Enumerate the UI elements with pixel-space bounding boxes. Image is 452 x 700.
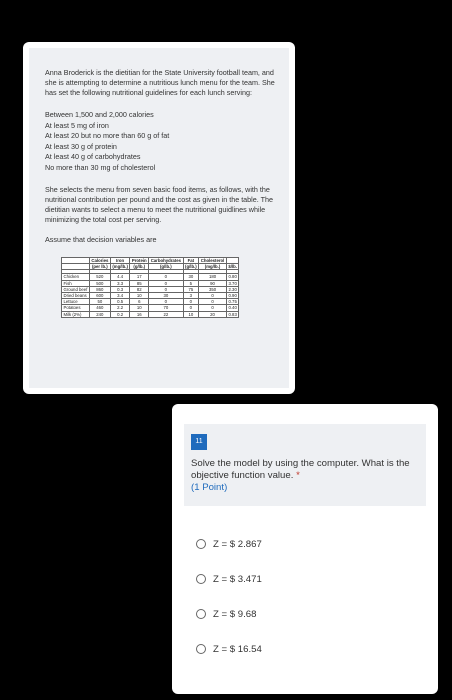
food-item-name: Potatoes (62, 305, 90, 311)
table-cell: 0.40 (226, 305, 239, 311)
table-cell: 10 (130, 293, 149, 299)
answer-option[interactable] (196, 536, 426, 552)
table-header-cell: (g/lb.) (130, 264, 149, 270)
table-cell: 6 (130, 299, 149, 305)
answer-options (184, 536, 426, 657)
table-body (62, 270, 239, 317)
table-cell: 75 (183, 286, 199, 292)
table-cell: 0 (199, 305, 227, 311)
table-cell: 5 (183, 280, 199, 286)
problem-card (23, 42, 295, 394)
table-cell: 0 (149, 274, 183, 280)
answer-option-label: Z = $ 16.54 (213, 643, 262, 655)
table-header-cell: Protein (131, 258, 147, 263)
table-header-cell: Fat (183, 258, 199, 264)
table-cell: 3.4 (110, 293, 130, 299)
nutrition-table (61, 257, 239, 318)
table-cell: 0 (149, 299, 183, 305)
table-header-cell: (mg/lb.) (112, 264, 128, 270)
radio-button[interactable] (196, 539, 206, 549)
table-cell: 600 (89, 293, 110, 299)
table-cell: 22 (149, 311, 183, 317)
table-cell: 520 (89, 274, 110, 280)
table-cell: 0 (183, 299, 199, 305)
table-cell: 50 (89, 299, 110, 305)
table-cell: 10 (130, 305, 149, 311)
table-cell: 10 (183, 311, 199, 317)
table-cell: 350 (199, 286, 227, 292)
answer-option[interactable] (196, 606, 426, 622)
table-header-cell: (g/lb.) (185, 264, 197, 270)
answer-option-label: Z = $ 2.867 (213, 538, 262, 550)
guideline: At least 20 but no more than 60 g of fat (45, 131, 170, 140)
table-cell: 2.2 (110, 305, 130, 311)
radio-button[interactable] (196, 609, 206, 619)
table-cell: 460 (89, 305, 110, 311)
guideline: No more than 30 mg of cholesterol (45, 162, 156, 172)
table-cell: 3.70 (226, 280, 239, 286)
table-cell: 0.80 (226, 274, 239, 280)
table-cell: 30 (183, 274, 199, 280)
table-cell: 0 (149, 286, 183, 292)
answer-option[interactable] (196, 571, 426, 587)
table-cell: 20 (199, 311, 227, 317)
problem-content (29, 48, 289, 388)
table-cell: 0 (199, 293, 227, 299)
table-cell: 0.90 (226, 293, 239, 299)
table-cell: 0 (183, 305, 199, 311)
table-header-cell: Iron (110, 258, 130, 264)
guideline: At least 40 g of carbohydrates (45, 152, 141, 161)
guideline: At least 30 g of protein (45, 141, 117, 151)
food-item-name: Lettuce (62, 299, 90, 305)
required-asterisk: * (296, 470, 300, 481)
table-header-cell: (per lb.) (89, 264, 110, 270)
table-cell: 30 (149, 293, 183, 299)
problem-intro: Anna Broderick is the dietitian for the State University football team, and she is attempting to determine a nutritious lunch menu for the team. She has set the following nutritional guidelines for each lunch serving: (45, 68, 275, 97)
question-header (184, 424, 426, 506)
table-cell: 860 (89, 286, 110, 292)
problem-description: She selects the menu from seven basic food items, as follows, with the nutritional contribution per pound and the cost as given in the table. The dietitian wants to select a menu to meet the nutritional guidlines while minimizing the total cost per serving. (45, 185, 274, 224)
table-cell: 500 (89, 280, 110, 286)
table-cell: 180 (199, 274, 227, 280)
table-cell: 17 (130, 274, 149, 280)
question-number-badge: 11 (191, 434, 207, 450)
table-row (62, 311, 239, 317)
radio-button[interactable] (196, 574, 206, 584)
table-cell: 0.5 (110, 299, 130, 305)
table-cell: 85 (130, 280, 149, 286)
guideline: At least 5 mg of iron (45, 120, 109, 130)
table-cell: 0.3 (110, 286, 130, 292)
table-cell: 0 (199, 299, 227, 305)
table-cell: 16 (130, 311, 149, 317)
table-cell: 0.2 (110, 311, 130, 317)
table-cell: 70 (149, 305, 183, 311)
table-header-cell: (mg/lb.) (199, 264, 227, 270)
table-cell: 0.75 (226, 299, 239, 305)
table-cell: 4.4 (110, 274, 130, 280)
question-points: (1 Point) (191, 482, 228, 493)
food-item-name: Milk (2%) (62, 311, 90, 317)
question-text (191, 458, 419, 482)
table-header-cell: Calories (91, 258, 109, 263)
table-cell: 240 (89, 311, 110, 317)
question-card (172, 404, 438, 694)
table-header-cell: Carbohydrates (150, 258, 182, 263)
table-header-cell: Cholesterol (200, 258, 225, 263)
food-item-name: Chicken (62, 274, 90, 280)
table-cell: 0.83 (226, 311, 239, 317)
answer-option-label: Z = $ 3.471 (213, 573, 262, 585)
table-cell: 3.3 (110, 280, 130, 286)
table-header-cell: (g/lb.) (149, 264, 183, 270)
table-cell: 0 (149, 280, 183, 286)
table-header-cell: $/lb. (228, 264, 237, 270)
radio-button[interactable] (196, 644, 206, 654)
answer-option[interactable] (196, 641, 426, 657)
answer-option-label: Z = $ 9.68 (213, 608, 257, 620)
question-prompt: Solve the model by using the computer. What is the objective function value. (191, 458, 410, 481)
table-cell: 90 (199, 280, 227, 286)
table-cell: 82 (130, 286, 149, 292)
food-item-name: Ground beef (63, 286, 88, 292)
food-item-name: Dried beans (62, 293, 90, 299)
table-cell: 2.30 (226, 286, 239, 292)
table-cell: 3 (183, 293, 199, 299)
food-item-name: Fish (62, 280, 90, 286)
guidelines-list (45, 110, 277, 173)
guideline: Between 1,500 and 2,000 calories (45, 110, 154, 119)
decision-variables-text: Assume that decision variables are (45, 235, 157, 244)
